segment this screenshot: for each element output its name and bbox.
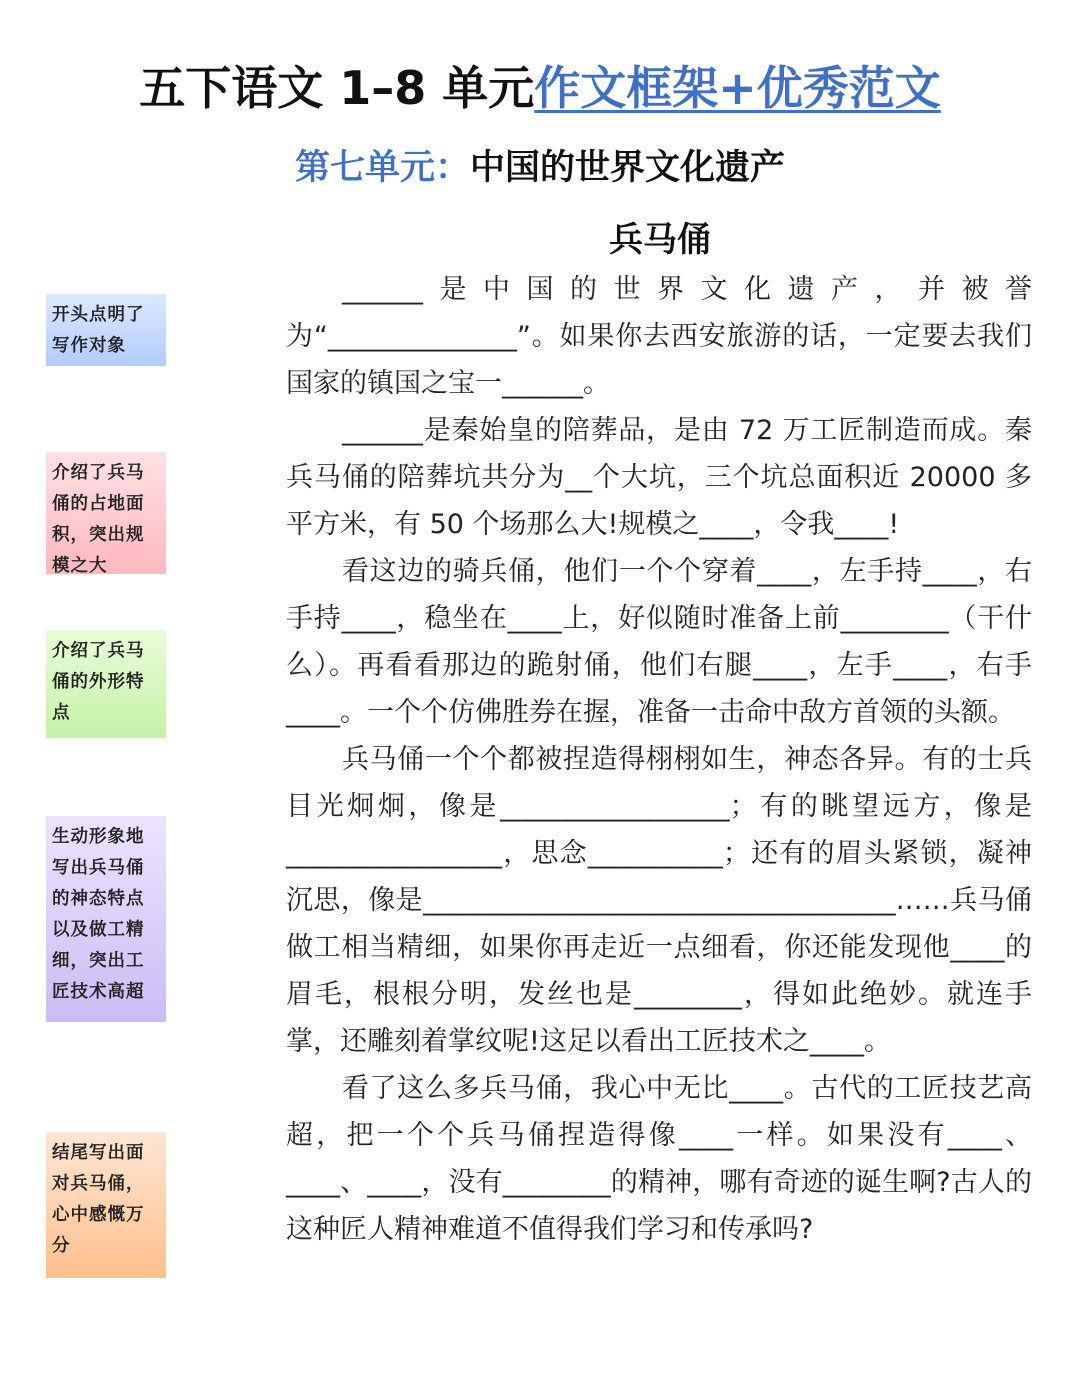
unit-label: 第七单元：: [294, 148, 470, 188]
unit-heading: [0, 140, 1080, 190]
essay-title: 兵马俑: [609, 220, 711, 260]
essay-paragraph: 看了这么多兵马俑，我心中无比____。古代的工匠技艺高超，把一个个兵马俑捏造得像____一样。如果没有____、____、____，没有________的精神，哪有奇迹的诞生啊?古人的这种匠人精神难道不值得我们学习和传承吗?: [286, 1073, 1032, 1245]
page-title: [0, 52, 1080, 118]
essay-body: [286, 266, 1032, 1253]
essay-paragraph: ______是秦始皇的陪葬品，是由 72 万工匠制造而成。秦兵马俑的陪葬坑共分为__个大坑，三个坑总面积近 20000 多平方米，有 50 个场那么大!规模之____，令我____!: [286, 415, 1032, 540]
annotation-note-opening: 开头点明了写作对象: [46, 294, 166, 366]
annotation-note-expression: 生动形象地写出兵马俑的神态特点以及做工精细，突出工匠技术高超: [46, 816, 166, 1022]
title-highlight: 作文框架+优秀范文: [534, 61, 941, 115]
annotation-note-appearance: 介绍了兵马俑的外形特点: [46, 630, 166, 738]
essay-paragraph: 看这边的骑兵俑，他们一个个穿着____，左手持____，右手持____，稳坐在____上，好似随时准备上前________（干什么）。再看看那边的跪射俑，他们右腿____，左手____，右手____。一个个仿佛胜券在握，准备一击命中敌方首领的头额。: [286, 556, 1032, 728]
essay-paragraph: 兵马俑一个个都被捏造得栩栩如生，神态各异。有的士兵目光炯炯，像是_________________；有的眺望远方，像是________________，思念__________；还有的眉头紧锁，凝神沉思，像是___________________________________……兵马俑做工相当精细，如果你再走近一点细看，你还能发现他____的眉毛，根根分明，发丝也是________，得如此绝妙。就连手掌，还雕刻着掌纹呢!这足以看出工匠技术之____。: [286, 744, 1032, 1057]
essay-paragraph: ______是中国的世界文化遗产，并被誉为“______________”。如果你去西安旅游的话，一定要去我们国家的镇国之宝一______。: [286, 274, 1032, 399]
annotation-note-scale: 介绍了兵马俑的占地面积，突出规模之大: [46, 452, 166, 574]
annotation-note-ending: 结尾写出面对兵马俑，心中感慨万分: [46, 1132, 166, 1278]
unit-topic: 中国的世界文化遗产: [470, 148, 786, 188]
title-plain: 五下语文 1–8 单元: [139, 61, 535, 115]
